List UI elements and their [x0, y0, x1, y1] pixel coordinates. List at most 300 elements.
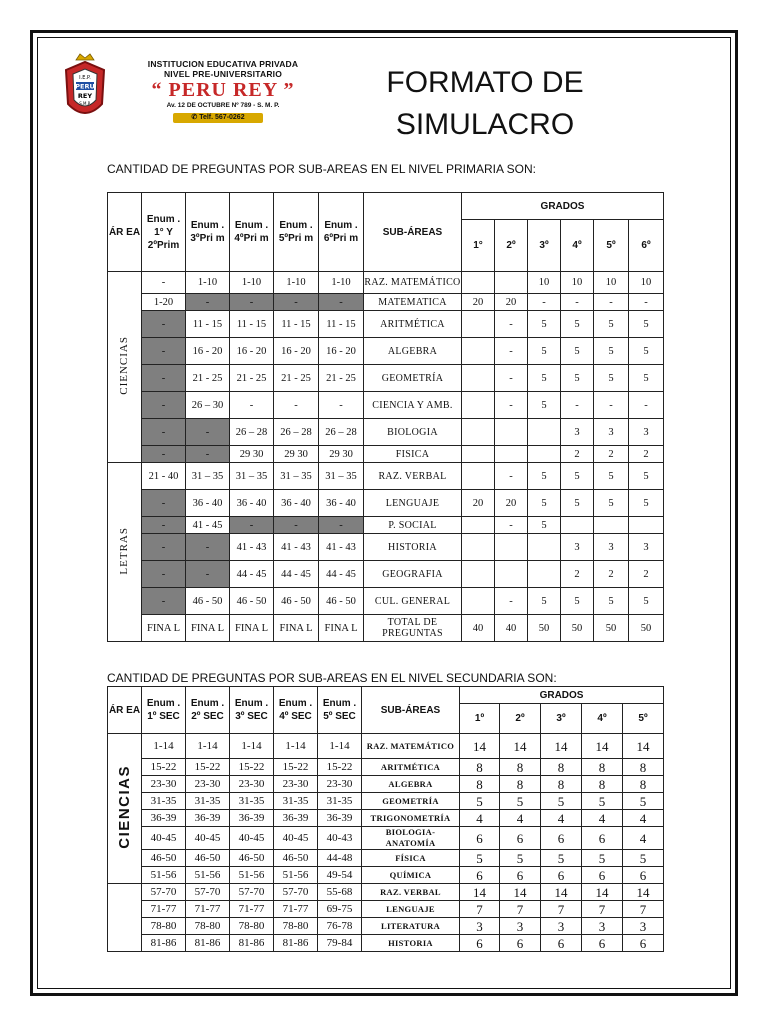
grado-count-cell: 5 — [629, 338, 664, 365]
grado-count-cell: 20 — [462, 490, 495, 517]
grado-count-cell: 50 — [594, 615, 629, 642]
table-row — [108, 294, 664, 311]
grado-count-cell: 6 — [623, 867, 664, 884]
enum-range-cell: 36 - 40 — [319, 490, 364, 517]
enum-range-cell: - — [319, 294, 364, 311]
grado-count-cell: 3 — [594, 419, 629, 446]
enum-range-cell: 23-30 — [142, 776, 186, 793]
grado-count-cell: 50 — [528, 615, 561, 642]
enum-range-cell: 16 - 20 — [319, 338, 364, 365]
enum-range-cell: 26 – 30 — [186, 392, 230, 419]
area-label-cell — [108, 272, 142, 463]
grado-count-cell: 14 — [541, 734, 582, 759]
subarea-cell: ARITMÉTICA — [362, 759, 460, 776]
grado-count-cell — [462, 517, 495, 534]
enum-range-cell: 69-75 — [318, 901, 362, 918]
enum-range-cell: 31 – 35 — [186, 463, 230, 490]
grado-header: 2º — [495, 220, 528, 272]
subarea-cell: LENGUAJE — [362, 901, 460, 918]
table-row — [108, 935, 664, 952]
enum-range-cell: 57-70 — [230, 884, 274, 901]
subarea-cell: ARITMÉTICA — [364, 311, 462, 338]
enum-range-cell: - — [186, 419, 230, 446]
grado-count-cell: 5 — [629, 490, 664, 517]
enum-range-cell: - — [230, 294, 274, 311]
grado-count-cell: 6 — [460, 867, 500, 884]
enum-range-cell: - — [142, 338, 186, 365]
grado-count-cell: - — [594, 294, 629, 311]
grado-count-cell — [528, 419, 561, 446]
enum-range-cell: 81-86 — [274, 935, 318, 952]
grado-count-cell: 3 — [460, 918, 500, 935]
subarea-cell: P. SOCIAL — [364, 517, 462, 534]
enum-range-cell: - — [186, 446, 230, 463]
enum-range-cell: 16 - 20 — [186, 338, 230, 365]
area-header: ÁR EA — [108, 193, 142, 272]
enum-range-cell: 31-35 — [318, 793, 362, 810]
enum-header: Enum . 1º SEC — [142, 687, 186, 734]
grado-count-cell: 7 — [460, 901, 500, 918]
grado-count-cell: 6 — [500, 935, 541, 952]
grado-count-cell — [594, 517, 629, 534]
svg-text:REY: REY — [77, 92, 93, 100]
area-label-cell — [108, 734, 142, 884]
enum-range-cell: 51-56 — [142, 867, 186, 884]
grado-count-cell: 5 — [629, 365, 664, 392]
grado-count-cell: 2 — [594, 446, 629, 463]
enum-range-cell: 41 - 43 — [230, 534, 274, 561]
subarea-cell: HISTORIA — [364, 534, 462, 561]
grado-count-cell: 5 — [528, 365, 561, 392]
subarea-cell: RAZ. MATEMÁTICO — [362, 734, 460, 759]
enum-range-cell: 57-70 — [274, 884, 318, 901]
enum-range-cell: - — [142, 272, 186, 294]
grado-header: 3º — [528, 220, 561, 272]
grados-header: GRADOS — [462, 193, 664, 220]
enum-range-cell: - — [186, 534, 230, 561]
subareas-header: SUB-ÁREAS — [362, 687, 460, 734]
table-row — [108, 463, 664, 490]
subarea-cell: CUL. GENERAL — [364, 588, 462, 615]
enum-range-cell: - — [230, 517, 274, 534]
grado-count-cell: 6 — [500, 867, 541, 884]
grado-count-cell: 5 — [594, 338, 629, 365]
subarea-cell: LITERATURA — [362, 918, 460, 935]
enum-range-cell: - — [142, 588, 186, 615]
grado-count-cell: 3 — [629, 419, 664, 446]
enum-range-cell: 15-22 — [230, 759, 274, 776]
grado-count-cell: 8 — [541, 759, 582, 776]
subarea-cell: FISICA — [364, 446, 462, 463]
subarea-cell: RAZ. VERBAL — [362, 884, 460, 901]
grado-count-cell: 5 — [594, 311, 629, 338]
subarea-cell: RAZ. VERBAL — [364, 463, 462, 490]
enum-range-cell: 78-80 — [274, 918, 318, 935]
secundaria-heading: CANTIDAD DE PREGUNTAS POR SUB-AREAS EN EL NIVEL SECUNDARIA SON: — [107, 671, 557, 685]
grado-count-cell: 8 — [541, 776, 582, 793]
grado-count-cell: 14 — [582, 884, 623, 901]
primaria-heading: CANTIDAD DE PREGUNTAS POR SUB-AREAS EN EL NIVEL PRIMARIA SON: — [107, 162, 536, 176]
enum-range-cell: 16 - 20 — [274, 338, 319, 365]
grado-header: 5º — [623, 704, 664, 734]
grado-count-cell — [495, 534, 528, 561]
grado-count-cell: 5 — [528, 588, 561, 615]
grado-count-cell: 5 — [561, 490, 594, 517]
enum-range-cell: 1-10 — [274, 272, 319, 294]
enum-range-cell: - — [319, 392, 364, 419]
grado-count-cell: 5 — [460, 850, 500, 867]
enum-range-cell: 29 30 — [230, 446, 274, 463]
enum-header: Enum . 1° Y 2ºPrim — [142, 193, 186, 272]
subarea-cell: CIENCIA Y AMB. — [364, 392, 462, 419]
grado-count-cell: 5 — [629, 588, 664, 615]
enum-range-cell: 41 - 45 — [186, 517, 230, 534]
enum-range-cell: 26 – 28 — [230, 419, 274, 446]
enum-range-cell: 79-84 — [318, 935, 362, 952]
enum-range-cell: 1-14 — [274, 734, 318, 759]
grado-count-cell: 2 — [561, 446, 594, 463]
table-row — [108, 776, 664, 793]
grado-count-cell: 6 — [541, 935, 582, 952]
enum-range-cell: 36-39 — [230, 810, 274, 827]
enum-range-cell: 36-39 — [186, 810, 230, 827]
grado-count-cell — [528, 561, 561, 588]
grado-count-cell: 40 — [495, 615, 528, 642]
grado-header: 1º — [460, 704, 500, 734]
grado-header: 6º — [629, 220, 664, 272]
grado-count-cell: 10 — [629, 272, 664, 294]
grado-count-cell: 14 — [500, 884, 541, 901]
grado-count-cell: 6 — [541, 867, 582, 884]
enum-range-cell: 11 - 15 — [274, 311, 319, 338]
enum-range-cell: - — [142, 392, 186, 419]
school-phone: ✆ Telf. 567-0262 — [173, 113, 263, 123]
grado-count-cell: 3 — [500, 918, 541, 935]
grado-count-cell: 6 — [582, 935, 623, 952]
grado-count-cell: 6 — [460, 935, 500, 952]
table-row — [108, 793, 664, 810]
enum-range-cell: - — [142, 534, 186, 561]
grado-count-cell — [462, 311, 495, 338]
grado-count-cell: - — [629, 294, 664, 311]
grado-count-cell: 6 — [582, 827, 623, 850]
grado-count-cell: 6 — [460, 827, 500, 850]
enum-range-cell: 31-35 — [230, 793, 274, 810]
subarea-cell: TOTAL DE PREGUNTAS — [364, 615, 462, 642]
grado-count-cell: 14 — [460, 884, 500, 901]
grado-count-cell: - — [528, 294, 561, 311]
enum-range-cell: 49-54 — [318, 867, 362, 884]
subarea-cell: GEOGRAFIA — [364, 561, 462, 588]
subarea-cell: RAZ. MATEMÁTICO — [364, 272, 462, 294]
enum-header: Enum . 5ºPri m — [274, 193, 319, 272]
grado-count-cell: 3 — [623, 918, 664, 935]
enum-range-cell: 23-30 — [186, 776, 230, 793]
subarea-cell: FÍSICA — [362, 850, 460, 867]
subareas-header: SUB-ÁREAS — [364, 193, 462, 272]
enum-range-cell: 36 - 40 — [186, 490, 230, 517]
grado-count-cell: 8 — [500, 759, 541, 776]
enum-range-cell: 46 - 50 — [230, 588, 274, 615]
enum-header: Enum . 5º SEC — [318, 687, 362, 734]
enum-range-cell: 11 - 15 — [319, 311, 364, 338]
table-row — [108, 734, 664, 759]
grado-count-cell: 50 — [561, 615, 594, 642]
grado-count-cell: 8 — [582, 759, 623, 776]
enum-range-cell: 26 – 28 — [274, 419, 319, 446]
grado-count-cell: 5 — [528, 517, 561, 534]
subarea-cell: ALGEBRA — [364, 338, 462, 365]
school-name-line2: NIVEL PRE-UNIVERSITARIO — [163, 69, 283, 79]
enum-range-cell: 21 - 25 — [274, 365, 319, 392]
grado-count-cell: - — [495, 365, 528, 392]
grado-count-cell — [462, 534, 495, 561]
subarea-cell: BIOLOGIA — [364, 419, 462, 446]
enum-range-cell: - — [142, 561, 186, 588]
enum-range-cell: 41 - 43 — [319, 534, 364, 561]
grado-count-cell: 5 — [528, 311, 561, 338]
grado-count-cell — [629, 517, 664, 534]
enum-range-cell: 1-10 — [319, 272, 364, 294]
area-label: LETRAS — [118, 526, 130, 575]
enum-range-cell: 40-45 — [230, 827, 274, 850]
enum-range-cell: 44 - 45 — [274, 561, 319, 588]
enum-range-cell: 44 - 45 — [230, 561, 274, 588]
enum-header: Enum . 6ºPri m — [319, 193, 364, 272]
enum-range-cell: 23-30 — [274, 776, 318, 793]
enum-range-cell: 36 - 40 — [274, 490, 319, 517]
grado-count-cell: 5 — [561, 311, 594, 338]
enum-range-cell: 11 - 15 — [186, 311, 230, 338]
table-row — [108, 850, 664, 867]
enum-range-cell: 15-22 — [318, 759, 362, 776]
table-row — [108, 884, 664, 901]
table-row — [108, 338, 664, 365]
school-name-line1: INSTITUCION EDUCATIVA PRIVADA — [147, 59, 299, 69]
enum-range-cell: - — [142, 419, 186, 446]
table-row — [108, 517, 664, 534]
enum-range-cell: 44 - 45 — [319, 561, 364, 588]
subarea-cell: QUÍMICA — [362, 867, 460, 884]
grado-count-cell: 4 — [541, 810, 582, 827]
grado-count-cell: 5 — [582, 793, 623, 810]
grado-count-cell: 6 — [541, 827, 582, 850]
enum-range-cell: 11 - 15 — [230, 311, 274, 338]
enum-range-cell: 71-77 — [230, 901, 274, 918]
enum-range-cell: 46-50 — [230, 850, 274, 867]
table-row — [108, 561, 664, 588]
grado-count-cell: 5 — [561, 463, 594, 490]
grado-count-cell — [462, 588, 495, 615]
grado-count-cell: 6 — [582, 867, 623, 884]
enum-range-cell: 23-30 — [230, 776, 274, 793]
enum-range-cell: 1-10 — [230, 272, 274, 294]
grado-count-cell: 8 — [582, 776, 623, 793]
grado-count-cell: 8 — [460, 776, 500, 793]
enum-header: Enum . 4º SEC — [274, 687, 318, 734]
enum-range-cell: - — [186, 561, 230, 588]
grado-count-cell — [528, 534, 561, 561]
table-row — [108, 588, 664, 615]
enum-range-cell: 81-86 — [142, 935, 186, 952]
subarea-cell: GEOMETRÍA — [364, 365, 462, 392]
enum-range-cell: - — [186, 294, 230, 311]
grado-count-cell: 40 — [462, 615, 495, 642]
grado-count-cell: 20 — [495, 490, 528, 517]
grado-count-cell: 14 — [623, 734, 664, 759]
enum-range-cell: 71-77 — [274, 901, 318, 918]
primaria-table — [107, 192, 664, 642]
grado-count-cell: 5 — [594, 588, 629, 615]
enum-range-cell: 46 - 50 — [274, 588, 319, 615]
grado-count-cell: - — [495, 588, 528, 615]
grado-count-cell — [495, 419, 528, 446]
grado-count-cell: - — [495, 338, 528, 365]
table-row — [108, 311, 664, 338]
grado-count-cell — [462, 338, 495, 365]
subarea-cell: HISTORIA — [362, 935, 460, 952]
enum-range-cell: 78-80 — [186, 918, 230, 935]
grado-count-cell: 4 — [460, 810, 500, 827]
enum-range-cell: - — [274, 392, 319, 419]
grado-count-cell: 14 — [541, 884, 582, 901]
enum-range-cell: FINA L — [319, 615, 364, 642]
area-header: ÁR EA — [108, 687, 142, 734]
grado-count-cell: 5 — [623, 850, 664, 867]
enum-range-cell: 46 - 50 — [186, 588, 230, 615]
grado-count-cell: 14 — [500, 734, 541, 759]
enum-range-cell: 57-70 — [186, 884, 230, 901]
page-title — [360, 62, 610, 146]
grado-count-cell: 7 — [623, 901, 664, 918]
grado-count-cell: 5 — [582, 850, 623, 867]
grado-count-cell: 20 — [495, 294, 528, 311]
enum-range-cell: 36-39 — [318, 810, 362, 827]
enum-range-cell: 51-56 — [230, 867, 274, 884]
enum-range-cell: 36 - 40 — [230, 490, 274, 517]
area-label: CIENCIAS — [116, 765, 133, 849]
grado-count-cell — [462, 419, 495, 446]
table-row — [108, 446, 664, 463]
enum-header: Enum . 3º SEC — [230, 687, 274, 734]
enum-range-cell: 1-14 — [142, 734, 186, 759]
secundaria-table — [107, 686, 664, 952]
subarea-cell: TRIGONOMETRÍA — [362, 810, 460, 827]
enum-range-cell: 16 - 20 — [230, 338, 274, 365]
grado-count-cell: 4 — [500, 810, 541, 827]
grado-count-cell: 5 — [561, 338, 594, 365]
grado-count-cell: 5 — [629, 463, 664, 490]
grado-count-cell — [462, 561, 495, 588]
grado-count-cell: - — [561, 392, 594, 419]
grado-count-cell: 5 — [460, 793, 500, 810]
grado-count-cell — [462, 446, 495, 463]
grado-count-cell: 4 — [582, 810, 623, 827]
grado-count-cell: - — [561, 294, 594, 311]
table-row — [108, 365, 664, 392]
grado-count-cell: 5 — [561, 365, 594, 392]
crest-icon — [66, 54, 104, 113]
page-title-line1: FORMATO DE — [386, 66, 584, 99]
grado-count-cell: 7 — [541, 901, 582, 918]
grado-count-cell: - — [495, 311, 528, 338]
enum-range-cell: 40-45 — [186, 827, 230, 850]
school-name — [128, 59, 318, 79]
enum-range-cell: 21 - 25 — [319, 365, 364, 392]
enum-range-cell: 76-78 — [318, 918, 362, 935]
grado-header: 2º — [500, 704, 541, 734]
table-row — [108, 918, 664, 935]
grado-count-cell: 10 — [594, 272, 629, 294]
enum-range-cell: FINA L — [230, 615, 274, 642]
subarea-cell: BIOLOGIA- ANATOMÍA — [362, 827, 460, 850]
table-row — [108, 827, 664, 850]
subarea-cell: MATEMATICA — [364, 294, 462, 311]
grado-count-cell: 8 — [623, 776, 664, 793]
grado-count-cell: 14 — [460, 734, 500, 759]
grado-count-cell: 10 — [528, 272, 561, 294]
grado-count-cell: 5 — [629, 311, 664, 338]
grado-count-cell: 5 — [623, 793, 664, 810]
grado-count-cell: 5 — [594, 365, 629, 392]
enum-range-cell: 21 - 40 — [142, 463, 186, 490]
grado-count-cell: - — [495, 392, 528, 419]
enum-range-cell: 57-70 — [142, 884, 186, 901]
grado-count-cell — [462, 392, 495, 419]
enum-range-cell: 15-22 — [274, 759, 318, 776]
enum-range-cell: 78-80 — [142, 918, 186, 935]
grado-count-cell — [462, 365, 495, 392]
enum-range-cell: 31-35 — [186, 793, 230, 810]
enum-range-cell: - — [142, 365, 186, 392]
grado-count-cell: 5 — [528, 463, 561, 490]
table-row — [108, 534, 664, 561]
table-row — [108, 810, 664, 827]
enum-range-cell: 23-30 — [318, 776, 362, 793]
enum-header: Enum . 2º SEC — [186, 687, 230, 734]
enum-header: Enum . 4ºPri m — [230, 193, 274, 272]
grado-count-cell: 3 — [582, 918, 623, 935]
grado-count-cell — [495, 561, 528, 588]
enum-range-cell: FINA L — [274, 615, 319, 642]
grado-header: 5º — [594, 220, 629, 272]
enum-range-cell: 31-35 — [274, 793, 318, 810]
grado-count-cell: 3 — [561, 419, 594, 446]
enum-range-cell: 31 – 35 — [319, 463, 364, 490]
enum-range-cell: 46 - 50 — [319, 588, 364, 615]
grado-count-cell: 5 — [528, 392, 561, 419]
grado-count-cell: 8 — [500, 776, 541, 793]
school-address: Av. 12 DE OCTUBRE Nº 789 - S. M. P. — [166, 102, 280, 109]
grado-count-cell — [462, 272, 495, 294]
svg-text:I.E.P.: I.E.P. — [79, 75, 91, 81]
subarea-cell: ALGEBRA — [362, 776, 460, 793]
enum-range-cell: 1-14 — [186, 734, 230, 759]
enum-range-cell: 41 - 43 — [274, 534, 319, 561]
grado-count-cell: 8 — [460, 759, 500, 776]
enum-range-cell: 40-45 — [142, 827, 186, 850]
area-label-cell — [108, 463, 142, 642]
grado-count-cell: 5 — [528, 338, 561, 365]
grado-count-cell: 7 — [582, 901, 623, 918]
enum-range-cell: 78-80 — [230, 918, 274, 935]
grado-count-cell: 5 — [594, 490, 629, 517]
grado-count-cell: 14 — [582, 734, 623, 759]
enum-range-cell: 44-48 — [318, 850, 362, 867]
enum-range-cell: 46-50 — [142, 850, 186, 867]
grado-count-cell: 2 — [561, 561, 594, 588]
enum-range-cell: 1-14 — [318, 734, 362, 759]
